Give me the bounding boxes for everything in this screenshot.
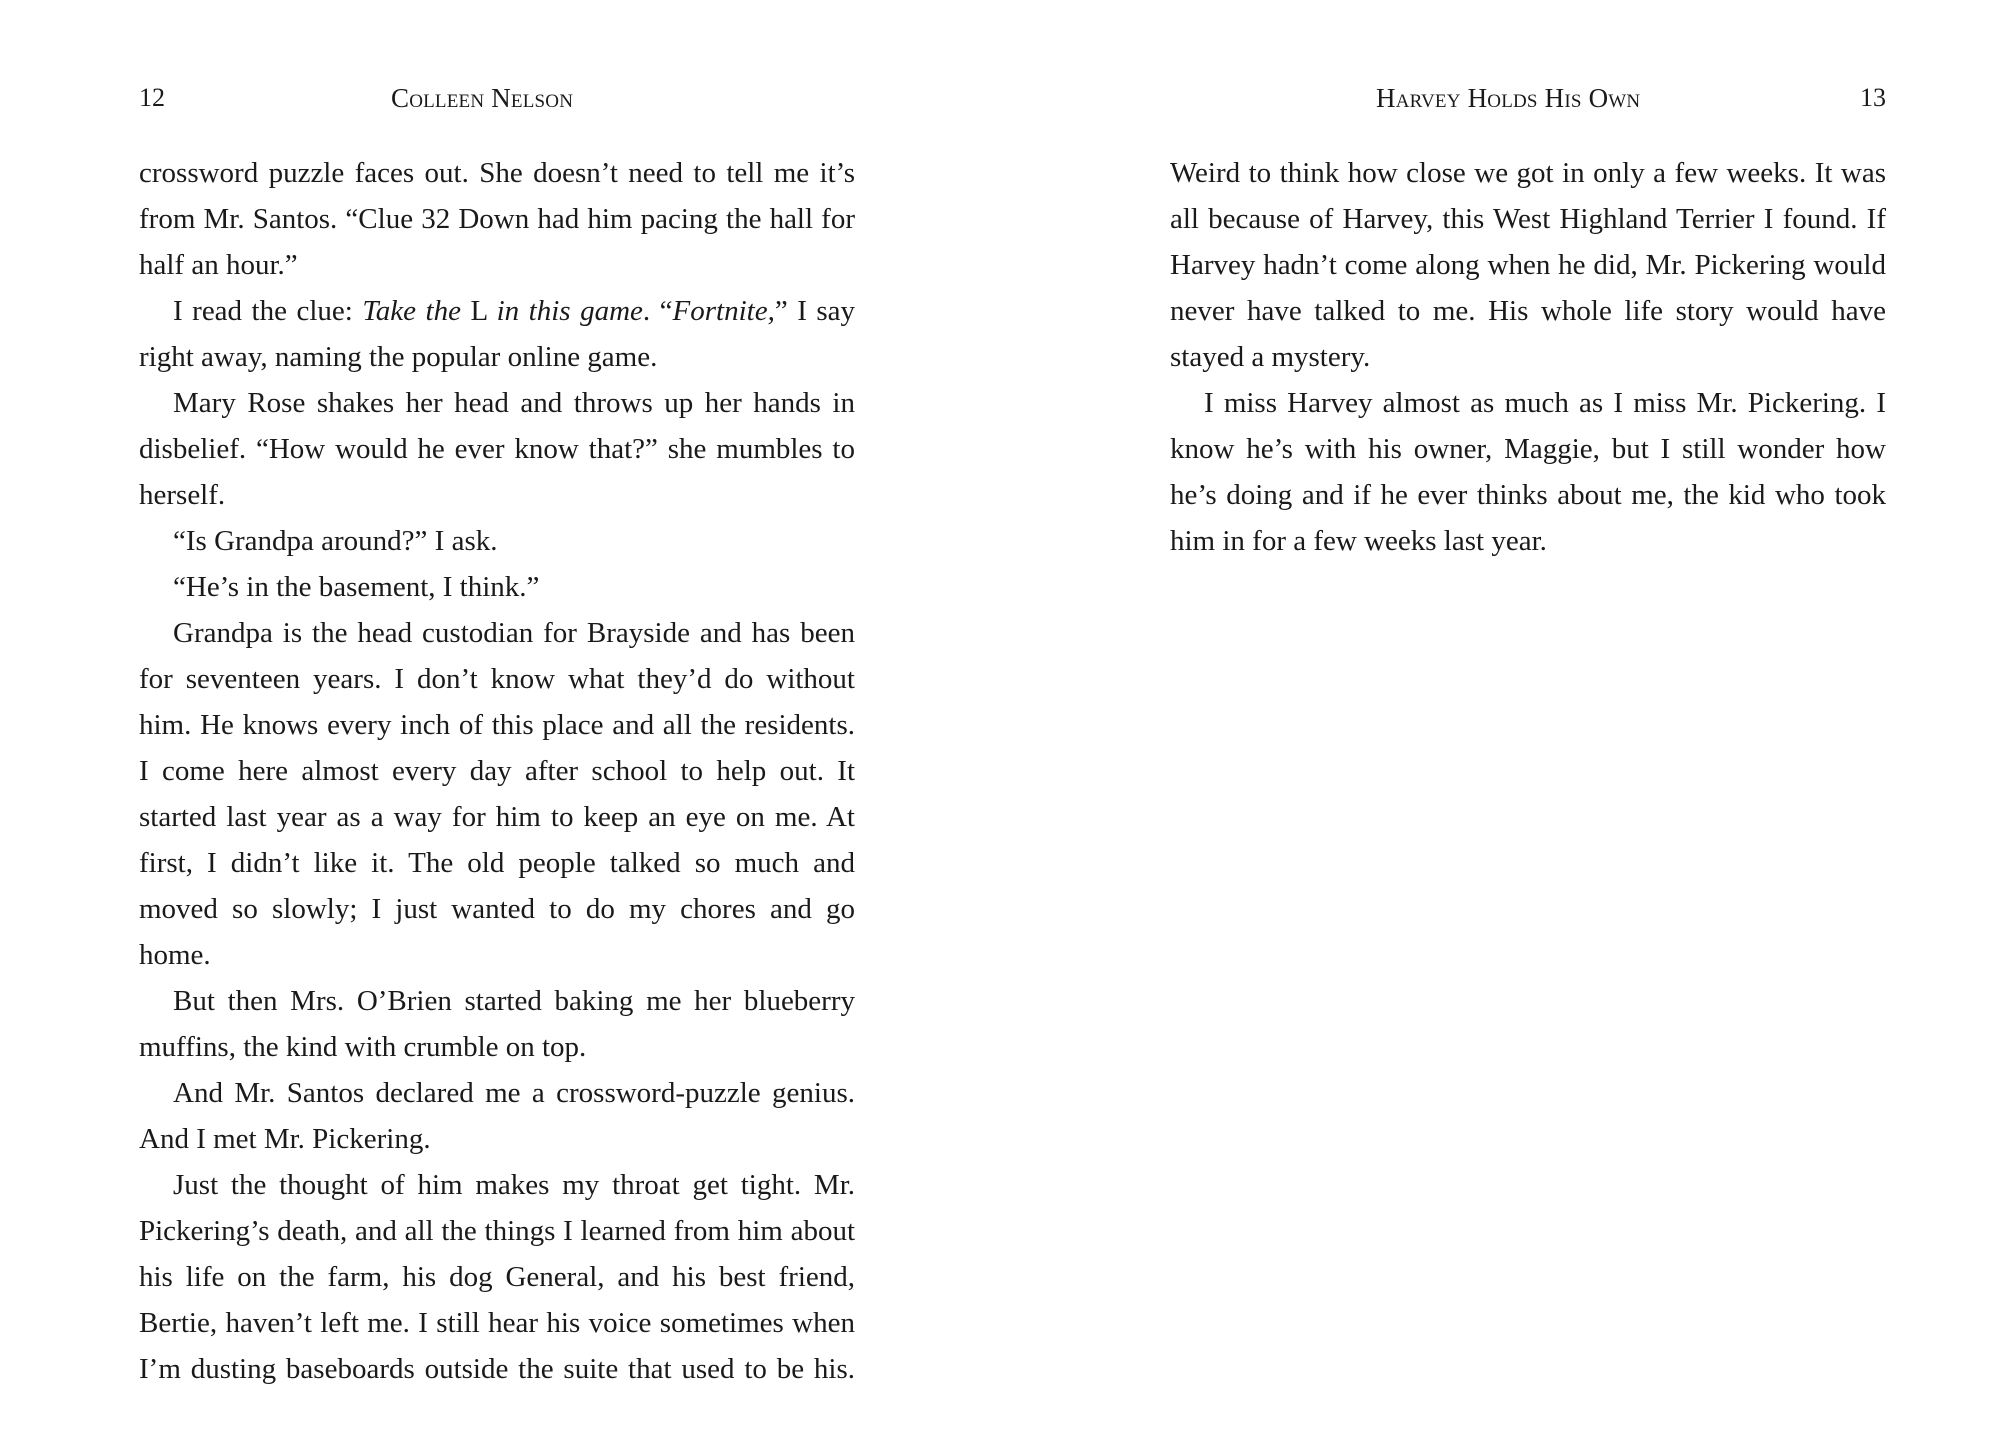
paragraph	[1170, 380, 1886, 564]
author-running-head: Colleen Nelson	[391, 83, 574, 113]
paragraph-text: Just the thought of him makes my throat get tight. Mr. Pickering’s death, and all the things I learned from him about his life on the farm, his dog General, and his best friend, Bertie, haven’t left me. I still hear his voice sometimes when I’m dusting baseboards outside the suite that used to be his.	[139, 1169, 855, 1385]
left-running-head	[139, 78, 855, 118]
paragraph	[139, 150, 855, 288]
right-page-body	[1170, 150, 1886, 564]
paragraph	[139, 518, 855, 564]
paragraph-text: Mary Rose shakes her head and throws up her hands in disbelief. “How would he ever know that?” she mumbles to herself.	[139, 387, 855, 511]
paragraph-text: “He’s in the basement, I think.”	[173, 571, 540, 603]
paragraph	[139, 1070, 855, 1162]
paragraph	[139, 564, 855, 610]
paragraph-text: I miss Harvey almost as much as I miss Mr. Pickering. I know he’s with his owner, Maggie, but I still wonder how he’s doing and if he ever thinks about me, the kid who took him in for a few weeks last year.	[1170, 387, 1886, 557]
paragraph	[139, 288, 855, 380]
italic-text: in this game	[496, 295, 643, 327]
paragraph-text: And Mr. Santos declared me a crossword-puzzle genius. And I met Mr. Pickering.	[139, 1077, 855, 1155]
paragraph	[139, 1162, 855, 1392]
paragraph	[1170, 150, 1886, 380]
paragraph-text: But then Mrs. O’Brien started baking me her blueberry muffins, the kind with crumble on top.	[139, 985, 855, 1063]
paragraph-text: L	[460, 295, 497, 327]
page-number-left: 12	[139, 83, 165, 112]
paragraph-text: . “	[642, 295, 673, 327]
paragraph-text: Weird to think how close we got in only a few weeks. It was all because of Harvey, this West Highland Terrier I found. If Harvey hadn’t come along when he did, Mr. Pickering would never have talked to me. His whole life story would have stayed a mystery.	[1170, 157, 1886, 373]
paragraph-text: I read the clue:	[173, 295, 363, 327]
paragraph	[139, 380, 855, 518]
right-running-head	[1170, 78, 1886, 118]
paragraph-text: ” I say right away, naming the popular online game.	[139, 295, 856, 373]
paragraph	[139, 610, 855, 978]
paragraph	[139, 978, 855, 1070]
paragraph-text: “Is Grandpa around?” I ask.	[173, 525, 498, 557]
page-number-right: 13	[1860, 83, 1886, 112]
italic-text: Fortnite,	[672, 295, 775, 327]
italic-text: Take the	[362, 295, 461, 327]
paragraph-text: Grandpa is the head custodian for Brayside and has been for seventeen years. I don’t know what they’d do without him. He knows every inch of this place and all the residents. I come here almost every day after school to help out. It started last year as a way for him to keep an eye on me. At first, I didn’t like it. The old people talked so much and moved so slowly; I just wanted to do my chores and go home.	[139, 617, 855, 971]
paragraph-text: crossword puzzle faces out. She doesn’t need to tell me it’s from Mr. Santos. “Clue 32 Down had him pacing the hall for half an hour.”	[139, 157, 855, 281]
left-page-body	[139, 150, 855, 1392]
book-title-running-head: Harvey Holds His Own	[1376, 83, 1641, 113]
